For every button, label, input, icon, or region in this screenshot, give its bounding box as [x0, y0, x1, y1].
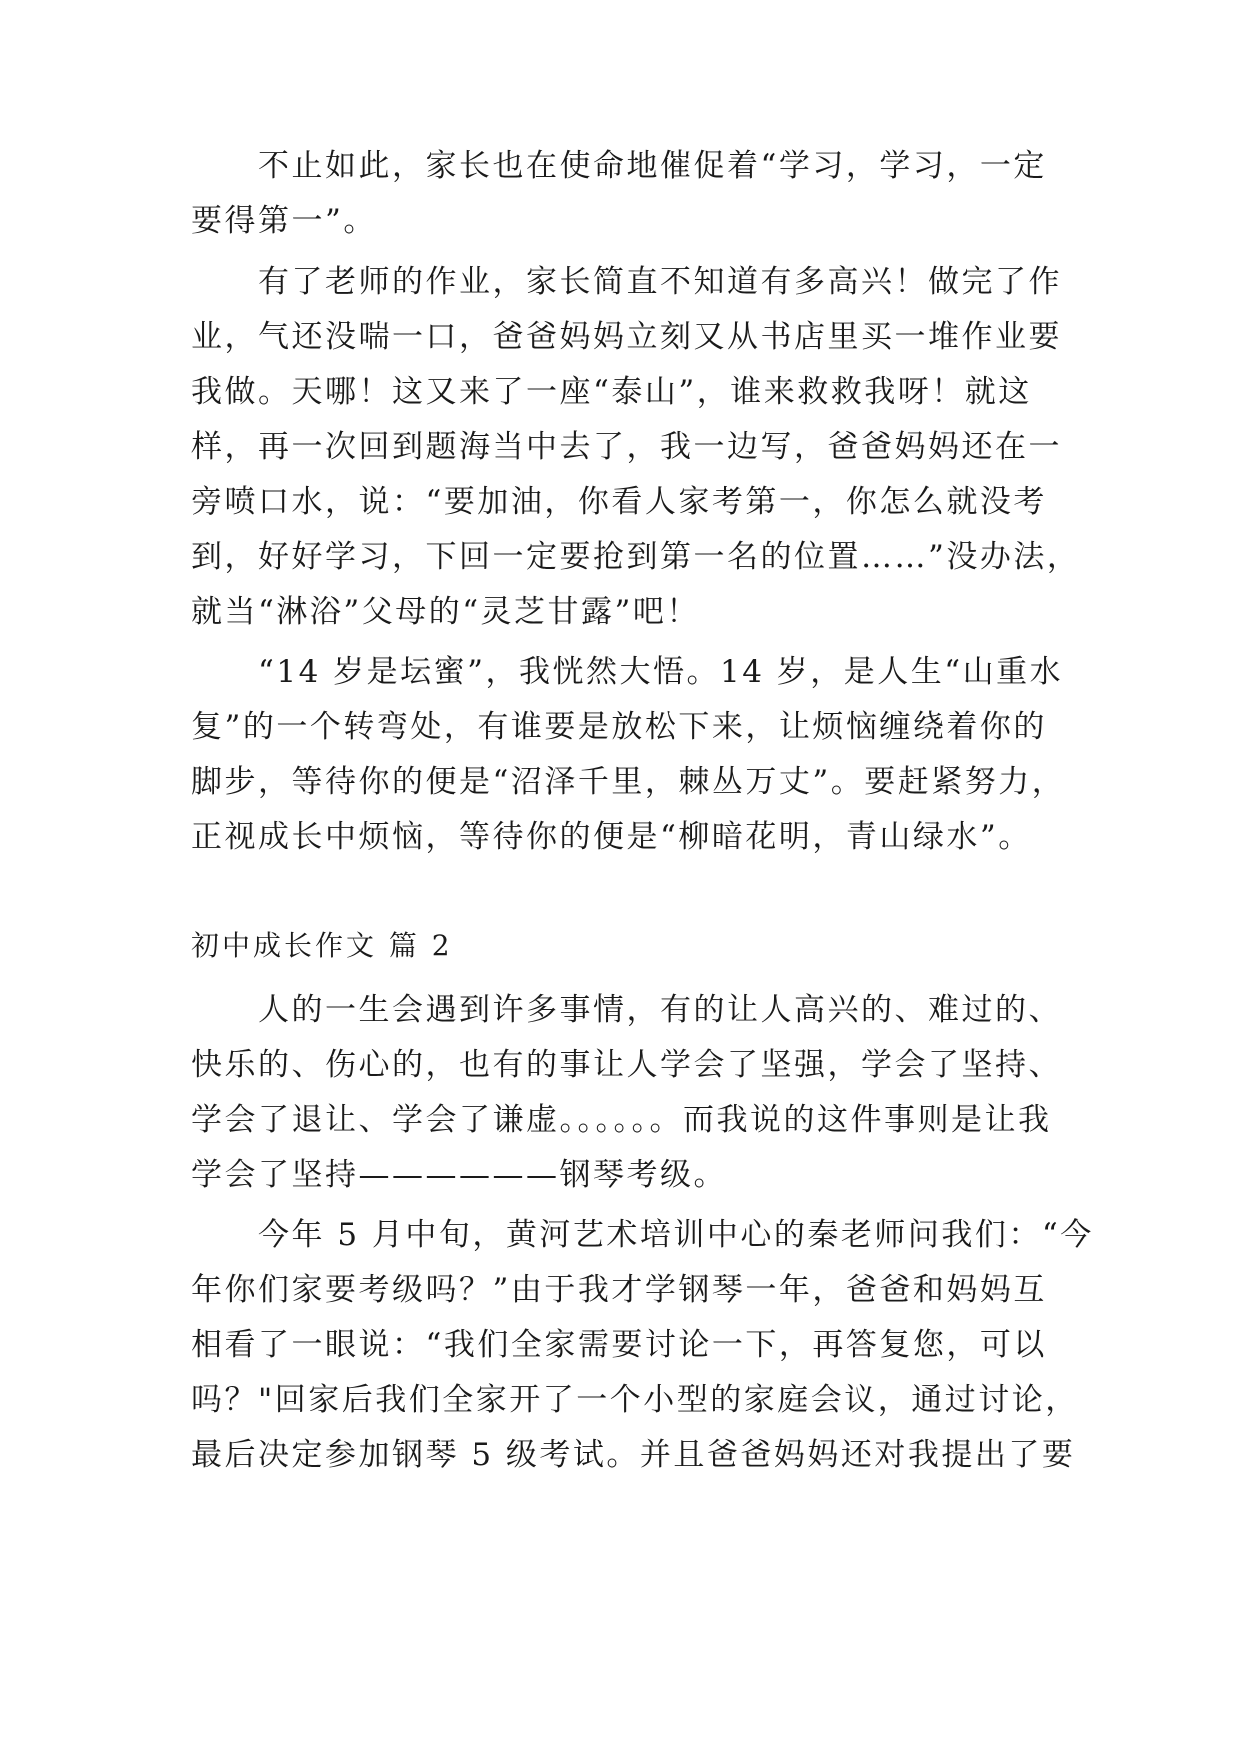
paragraph-line: 吗？"回家后我们全家开了一个小型的家庭会议，通过讨论， — [191, 1382, 1079, 1418]
paragraph-line: 最后决定参加钢琴 5 级考试。并且爸爸妈妈还对我提出了要 — [191, 1437, 1076, 1473]
paragraph-line: 学会了坚持——————钢琴考级。 — [191, 1157, 727, 1193]
paragraph-line: 正视成长中烦恼，等待你的便是“柳暗花明，青山绿水”。 — [191, 819, 1032, 855]
paragraph-line: “14 岁是坛蜜”，我恍然大悟。14 岁，是人生“山重水 — [258, 654, 1064, 690]
paragraph-line: 要得第一”。 — [191, 203, 377, 239]
paragraph-line: 我做。天哪！这又来了一座“泰山”，谁来救救我呀！就这 — [191, 374, 1032, 410]
paragraph-line: 复”的一个转弯处，有谁要是放松下来，让烦恼缠绕着你的 — [191, 709, 1047, 745]
paragraph-line: 就当“淋浴”父母的“灵芝甘露”吧！ — [191, 594, 700, 630]
section-heading: 初中成长作文 篇 2 — [191, 929, 453, 962]
paragraph-line: 到，好好学习，下回一定要抢到第一名的位置……”没办法， — [191, 539, 1081, 575]
paragraph-line: 脚步，等待你的便是“沼泽千里，棘丛万丈”。要赶紧努力， — [191, 764, 1066, 800]
paragraph-line: 今年 5 月中旬，黄河艺术培训中心的秦老师问我们：“今 — [258, 1217, 1094, 1253]
paragraph-line: 人的一生会遇到许多事情，有的让人高兴的、难过的、 — [258, 992, 1062, 1028]
paragraph-line: 年你们家要考级吗？”由于我才学钢琴一年，爸爸和妈妈互 — [191, 1272, 1047, 1308]
paragraph-line: 不止如此，家长也在使命地催促着“学习，学习，一定 — [258, 148, 1047, 184]
paragraph-line: 业，气还没喘一口，爸爸妈妈立刻又从书店里买一堆作业要 — [191, 319, 1062, 355]
paragraph-line: 相看了一眼说：“我们全家需要讨论一下，再答复您，可以 — [191, 1327, 1047, 1363]
paragraph-line: 样，再一次回到题海当中去了，我一边写，爸爸妈妈还在一 — [191, 429, 1062, 465]
paragraph-line: 快乐的、伤心的，也有的事让人学会了坚强，学会了坚持、 — [191, 1047, 1062, 1083]
paragraph-line: 旁喷口水，说：“要加油，你看人家考第一，你怎么就没考 — [191, 484, 1047, 520]
paragraph-line: 有了老师的作业，家长简直不知道有多高兴！做完了作 — [258, 264, 1062, 300]
paragraph-line: 学会了退让、学会了谦虚。。。。。。而我说的这件事则是让我 — [191, 1102, 1052, 1138]
